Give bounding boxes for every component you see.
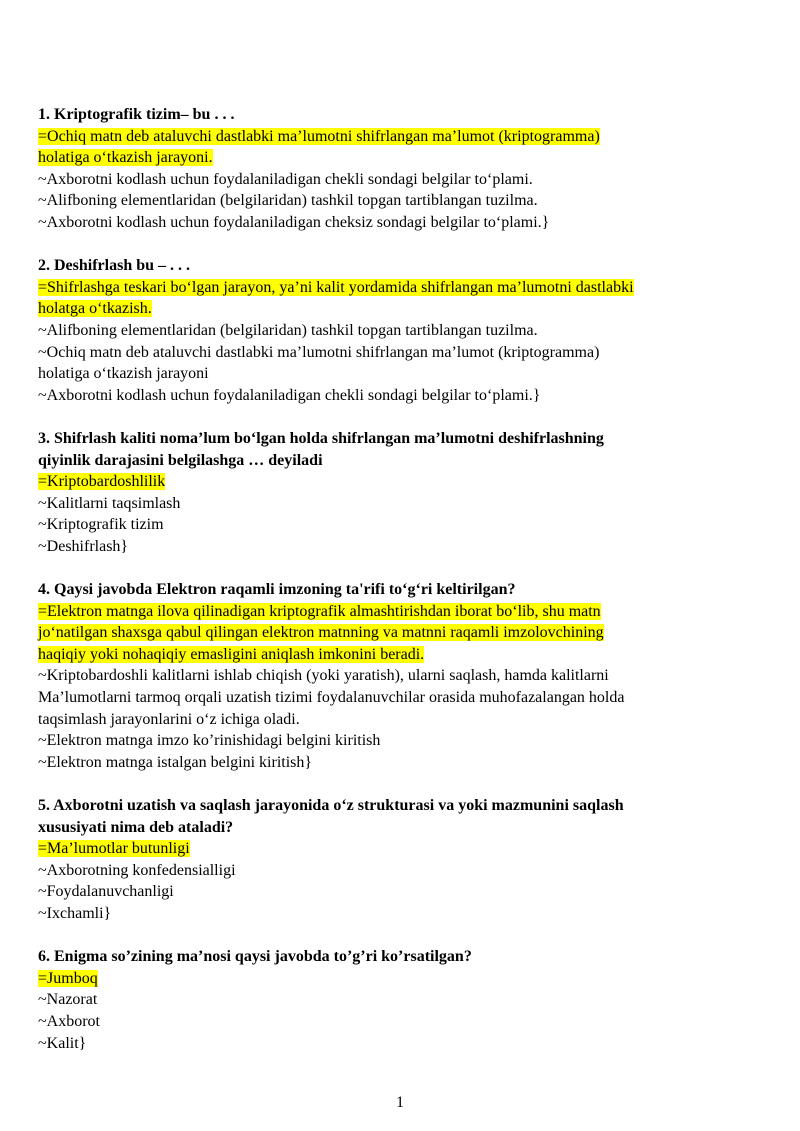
answer-option: ~Elektron matnga istalgan belgini kiritish} xyxy=(38,753,313,771)
answer-option: ~Elektron matnga imzo ko’rinishidagi belgini kiritish xyxy=(38,732,381,750)
answer-option: ~Deshifrlash} xyxy=(38,537,129,555)
question-title: 4. Qaysi javobda Elektron raqamli imzoning ta'rifi to‘g‘ri keltirilgan? xyxy=(38,581,516,599)
answer-option: ~Alifboning elementlaridan (belgilaridan) tashkil topgan tartiblangan tuzilma. xyxy=(38,321,538,339)
question-title: 6. Enigma so’zining ma’nosi qaysi javobda to’g’ri ko’rsatilgan? xyxy=(38,948,472,966)
answer-option: ~Axborotni kodlash uchun foydalaniladigan cheksiz sondagi belgilar to‘plami.} xyxy=(38,213,550,231)
question-title: 1. Kriptografik tizim– bu . . . xyxy=(38,106,235,123)
question-5 xyxy=(38,795,768,925)
answer-option: ~Axborotni kodlash uchun foydalaniladigan chekli sondagi belgilar to‘plami.} xyxy=(38,386,541,404)
correct-answer: holatiga o‘tkazish jarayoni. xyxy=(38,149,213,167)
answer-option: ~Kalit} xyxy=(38,1034,87,1052)
question-title: 5. Axborotni uzatish va saqlash jarayonida o‘z strukturasi va yoki mazmunini saqlash xyxy=(38,797,624,814)
answer-option: ~Nazorat xyxy=(38,991,98,1009)
question-1 xyxy=(38,104,768,234)
answer-option: ~Ochiq matn deb ataluvchi dastlabki ma’lumotni shifrlangan ma’lumot (kriptogramma) xyxy=(38,343,600,361)
correct-answer: =Elektron matnga ilova qilinadigan kriptografik almashtirishdan iborat bo‘lib, shu matn xyxy=(38,602,601,620)
answer-option: ~Alifboning elementlaridan (belgilaridan) tashkil topgan tartiblangan tuzilma. xyxy=(38,192,538,210)
answer-option: Ma’lumotlarni tarmoq orqali uzatish tizimi foydalanuvchilar orasida muhofazalangan holda xyxy=(38,689,625,707)
answer-option: ~Kalitlarni taqsimlash xyxy=(38,494,181,512)
correct-answer: =Ma’lumotlar butunligi xyxy=(38,840,190,858)
answer-option: ~Axborotni kodlash uchun foydalaniladigan chekli sondagi belgilar to‘plami. xyxy=(38,170,533,188)
document-page xyxy=(38,104,768,1076)
answer-option: ~Axborotning konfedensialligi xyxy=(38,861,236,879)
correct-answer: =Shifrlashga teskari bo‘lgan jarayon, ya’ni kalit yordamida shifrlangan ma’lumotni dastlabki xyxy=(38,278,634,296)
correct-answer: =Ochiq matn deb ataluvchi dastlabki ma’lumotni shifrlangan ma’lumot (kriptogramma) xyxy=(38,127,600,145)
answer-option: ~Axborot xyxy=(38,1012,100,1030)
correct-answer: haqiqiy yoki nohaqiqiy emasligini aniqlash imkonini beradi. xyxy=(38,645,425,663)
question-4 xyxy=(38,579,768,773)
answer-option: ~Kriptografik tizim xyxy=(38,516,164,534)
correct-answer: holatga o‘tkazish. xyxy=(38,300,152,318)
answer-option: ~Ixchamli} xyxy=(38,904,112,922)
answer-option: ~Kriptobardoshli kalitlarni ishlab chiqish (yoki yaratish), ularni saqlash, hamda kalitlarni xyxy=(38,667,609,685)
correct-answer: =Kriptobardoshlilik xyxy=(38,473,166,491)
question-title: xususiyati nima deb ataladi? xyxy=(38,818,234,836)
question-2 xyxy=(38,255,768,406)
answer-option: taqsimlash jarayonlarini o‘z ichiga oladi. xyxy=(38,710,300,728)
question-3 xyxy=(38,428,768,558)
correct-answer: =Jumboq xyxy=(38,969,98,987)
answer-option: holatiga o‘tkazish jarayoni xyxy=(38,365,209,383)
question-title: 3. Shifrlash kaliti noma’lum bo‘lgan holda shifrlangan ma’lumotni deshifrlashning xyxy=(38,429,604,447)
question-title: qiyinlik darajasini belgilashga … deyiladi xyxy=(38,451,323,469)
page-number: 1 xyxy=(396,1094,404,1111)
correct-answer: jo‘natilgan shaxsga qabul qilingan elektron matnning va matnni raqamli imzolovchining xyxy=(38,624,604,642)
question-6 xyxy=(38,946,768,1054)
question-title: 2. Deshifrlash bu – . . . xyxy=(38,257,191,275)
answer-option: ~Foydalanuvchanligi xyxy=(38,883,174,901)
